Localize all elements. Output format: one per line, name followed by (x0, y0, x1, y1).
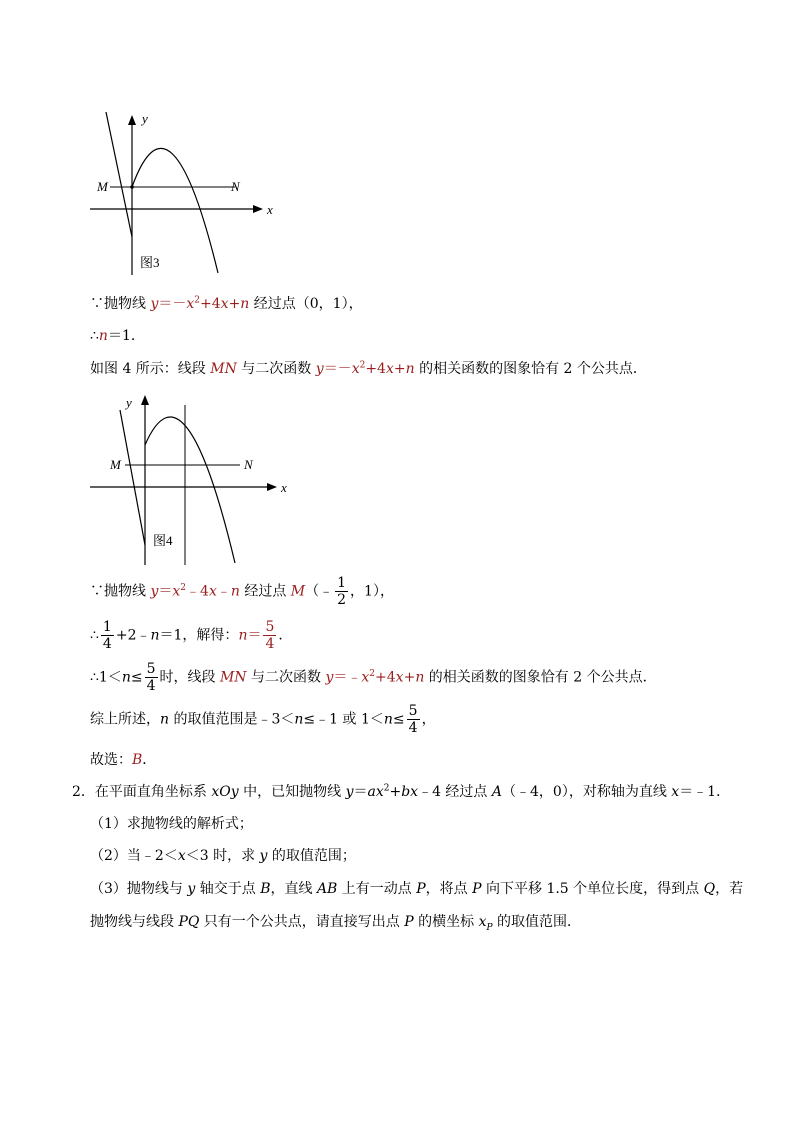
problem-2-q3-line-1: （3）抛物线与 y 轴交于点 B，直线 AB 上有一动点 P，将点 P 向下平移 1.5 个单位长度，得到点 Q，若 (90, 881, 744, 897)
fig3-x-label: x (267, 202, 273, 217)
problem-2-stem: 2．在平面直角坐标系 xOy 中，已知抛物线 $y=ax^2+bx﹣4$ 经过点 A（﹣4，0），对称轴为直线 x＝﹣1． (72, 783, 731, 800)
fraction-five-quarters-3: $\frac{5}{4}$ (408, 703, 418, 736)
problem-2-q3-line-2: 抛物线与线段 PQ 只有一个公共点，请直接写出点 P 的横坐标 $x_P$ 的取值范围． (90, 914, 582, 933)
solution-line-6: ∴1＜n≤ $\frac{5}{4}$ 时，线段 MN 与二次函数 $y=﹣x^2+4x+n$ 的相关函数的图象恰有 2 个公共点． (90, 661, 657, 694)
fraction-five-quarters: $\frac{5}{4}$ (265, 619, 275, 652)
fraction-one-quarter: $\frac{1}{4}$ (102, 619, 112, 652)
fig3-caption: 图3 (140, 255, 160, 270)
fig3-m-label: M (97, 179, 108, 194)
figure-4 (85, 385, 295, 565)
fig4-x-label: x (281, 480, 287, 495)
problem-number: 2． (72, 784, 95, 800)
fig3-n-label: N (231, 179, 240, 194)
solution-line-7: 综上所述，n 的取值范围是﹣3＜n≤﹣1 或 1＜n≤ $\frac{5}{4}$ ， (90, 703, 436, 736)
fig3-y-label: y (142, 111, 148, 126)
solution-line-5: ∴ $\frac{1}{4}$ +2﹣n＝1，解得：n＝ $\frac{5}{4}$ ． (90, 619, 293, 652)
fig4-n-label: N (244, 457, 253, 472)
solution-line-8: 故选：B． (90, 752, 157, 768)
solution-line-1: ∵抛物线 $y=-x^2+4x+n$ 经过点（0，1）， (90, 295, 363, 312)
fraction-five-quarters-2: $\frac{5}{4}$ (146, 661, 156, 694)
solution-line-4: ∵抛物线 $y=x^2﹣4x﹣n$ 经过点 M（﹣ $\frac{1}{2}$ ，1）， (90, 575, 394, 608)
problem-2-q1: （1）求抛物线的解析式； (90, 816, 253, 832)
fig4-y-label: y (126, 395, 132, 410)
fig4-m-label: M (110, 457, 121, 472)
solution-line-2: ∴n＝1． (90, 328, 145, 344)
figure-3 (85, 100, 285, 275)
problem-2-q2: （2）当﹣2＜x＜3 时，求 y 的取值范围； (90, 848, 356, 864)
fig4-caption: 图4 (153, 533, 173, 548)
solution-line-3: 如图 4 所示：线段 MN 与二次函数 $y=-x^2+4x+n$ 的相关函数的图象恰有 2 个公共点． (90, 360, 647, 377)
fraction-one-half: $\frac{1}{2}$ (337, 575, 347, 608)
